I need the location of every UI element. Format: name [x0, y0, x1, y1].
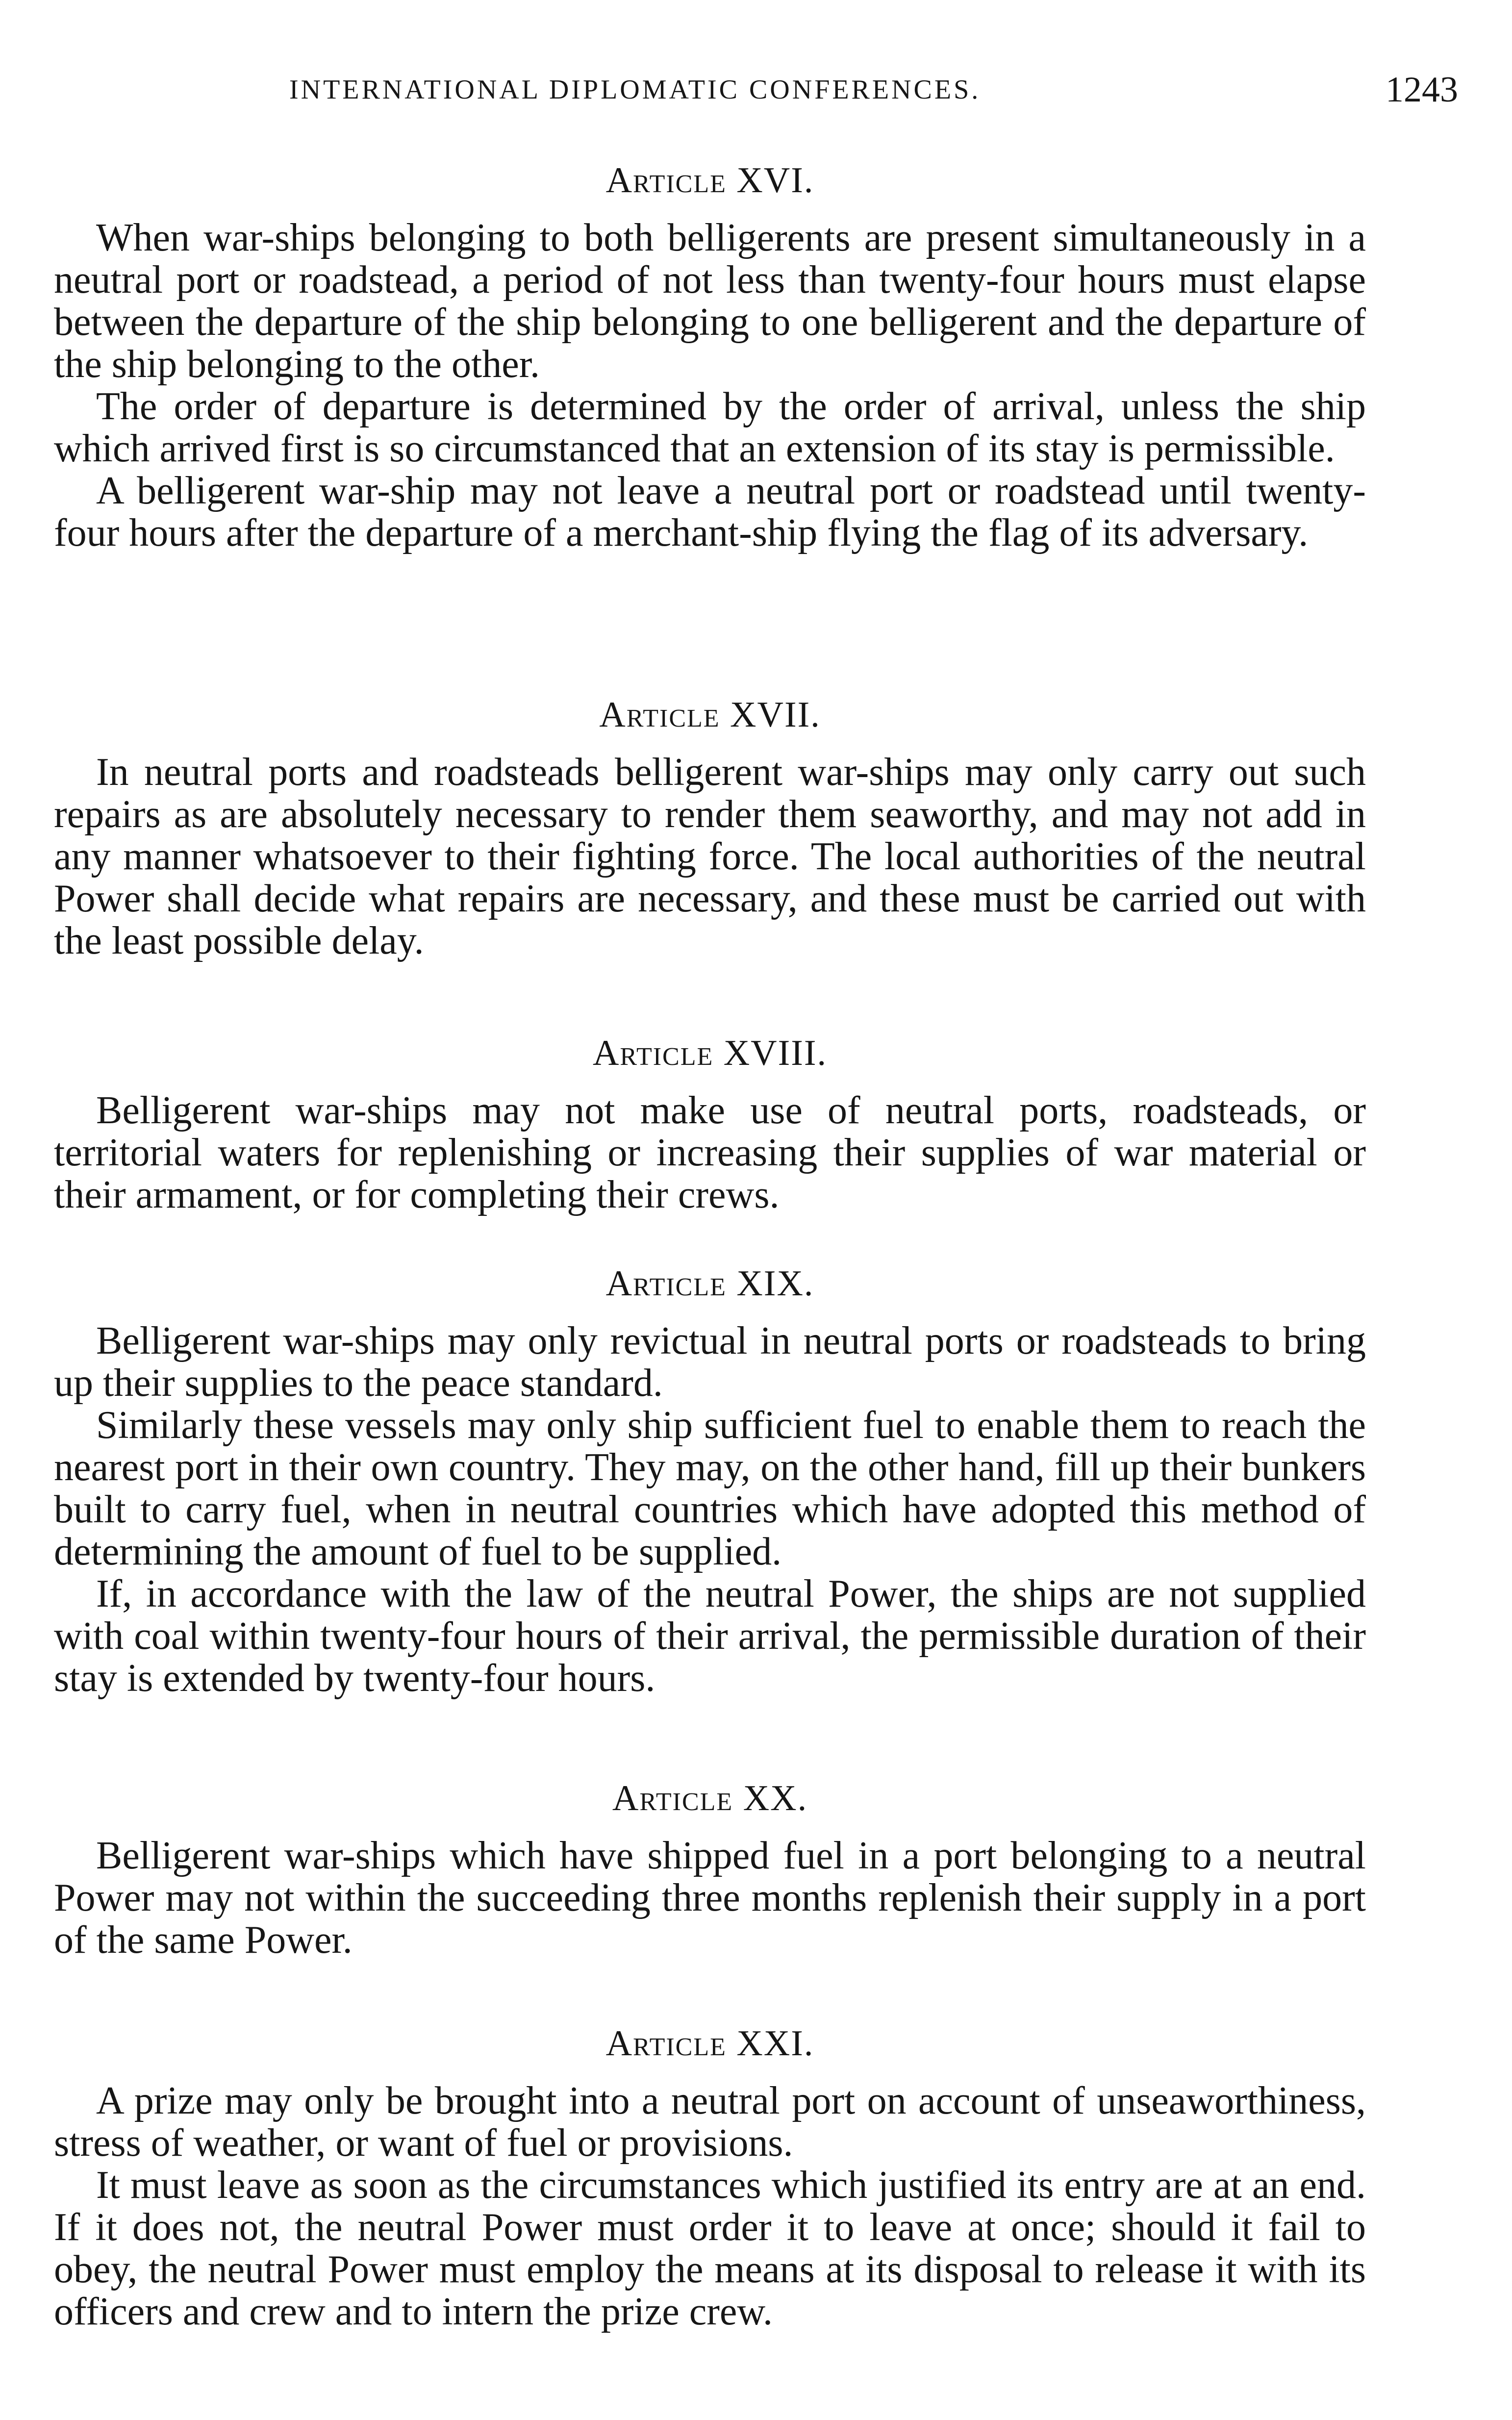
article-heading: Article XVI. [605, 160, 814, 201]
article-xx [54, 1774, 1366, 1961]
article-paragraph: Belligerent war-ships which have shipped fuel in a port belonging to a neutral Power may not within the succeeding three months replenish their supply in a port of the same Power. [54, 1834, 1366, 1962]
article-paragraph: In neutral ports and roadsteads belligerent war-ships may only carry out such repairs as are absolutely necessary to render them seaworthy, and may not add in any manner whatsoever to their fighting force. The local authorities of the neutral Power shall decide what repairs are necessary, and these must be carried out with the least possible delay. [54, 751, 1366, 962]
article-paragraph: When war-ships belonging to both belligerents are present simultaneously in a neutral port or roadstead, a period of not less than twenty-four hours must elapse between the departure of the ship belonging to one belligerent and the departure of the ship belonging to the other. [54, 216, 1366, 386]
article-xix [54, 1259, 1366, 1699]
article-paragraph: Belligerent war-ships may only revictual in neutral ports or roadsteads to bring up their supplies to the peace standard. [54, 1319, 1366, 1405]
article-paragraph: A prize may only be brought into a neutral port on account of unseaworthiness, stress of weather, or want of fuel or provisions. [54, 2079, 1366, 2165]
article-paragraph: It must leave as soon as the circumstances which justified its entry are at an end. If it does not, the neutral Power must order it to leave at once; should it fail to obey, the neutral Power must employ the means at its disposal to release it with its officers and crew and to intern the prize crew. [54, 2164, 1366, 2333]
article-paragraph: If, in accordance with the law of the neutral Power, the ships are not supplied with coal within twenty-four hours of their arrival, the permissible duration of their stay is extended by twenty-four hours. [54, 1572, 1366, 1700]
running-head [54, 68, 1458, 112]
article-xvii [54, 690, 1366, 962]
article-paragraph: The order of departure is determined by the order of arrival, unless the ship which arrived first is so circumstanced that an extension of its stay is permissible. [54, 385, 1366, 470]
article-heading: Article XXI. [605, 2023, 814, 2064]
article-heading: Article XX. [612, 1778, 808, 1818]
article-paragraph: A belligerent war-ship may not leave a neutral port or roadstead until twenty-four hours after the departure of a merchant-ship flying the flag of its adversary. [54, 469, 1366, 555]
article-heading: Article XIX. [605, 1263, 814, 1304]
page-number: 1243 [1386, 70, 1458, 110]
article-paragraph: Similarly these vessels may only ship sufficient fuel to enable them to reach the nearest port in their own country. They may, on the other hand, fill up their bunkers built to carry fuel, when in neutral countries which have adopted this method of determining the amount of fuel to be supplied. [54, 1404, 1366, 1573]
article-heading: Article XVII. [599, 695, 821, 735]
article-xxi [54, 2019, 1366, 2333]
running-title: INTERNATIONAL DIPLOMATIC CONFERENCES. [289, 75, 981, 105]
article-paragraph: Belligerent war-ships may not make use of neutral ports, roadsteads, or territorial waters for replenishing or increasing their supplies of war material or their armament, or for completing their crews. [54, 1089, 1366, 1216]
article-heading: Article XVIII. [592, 1033, 828, 1073]
article-xviii [54, 1029, 1366, 1216]
article-xvi [54, 156, 1366, 554]
